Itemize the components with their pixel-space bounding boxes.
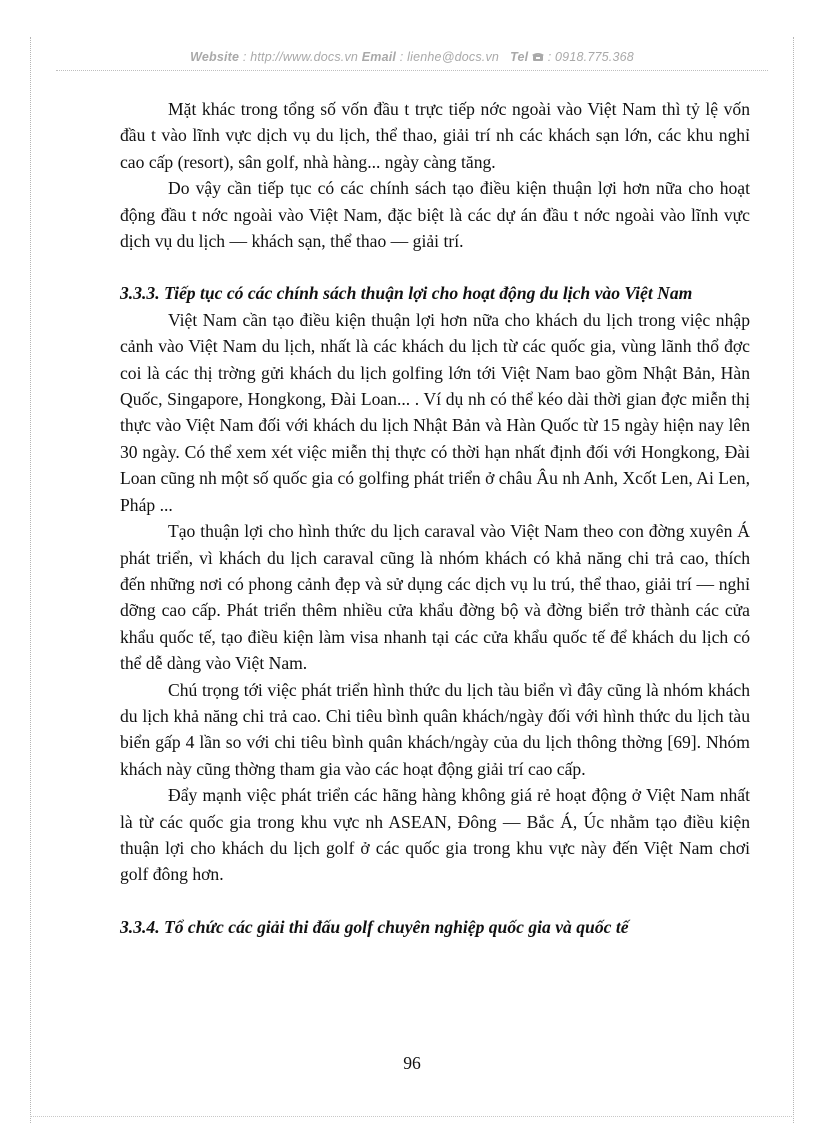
section-heading-3-3-3: 3.3.3. Tiếp tục có các chính sách thuận lợi cho hoạt động du lịch vào Việt Nam <box>120 283 693 304</box>
paragraph-4: Tạo thuận lợi cho hình thức du lịch caraval vào Việt Nam theo con đờng xuyên Á phát triển, vì khách du lịch caraval cũng là nhóm khách có khả năng chi trả cao, thích đến những nơi có phong cảnh đẹp và sử dụng các dịch vụ lu trú, thể thao, giải trí — nghỉ dỡng cao cấp. Phát triển thêm nhiều cửa khẩu đờng bộ và đờng biển trở thành các cửa khẩu quốc tế, tạo điều kiện làm visa nhanh tại các cửa khẩu quốc tế để khách du lịch có thể dễ dàng vào Việt Nam. <box>120 521 750 674</box>
tel-label: Tel <box>510 50 529 64</box>
page-number: 96 <box>403 1053 421 1073</box>
website-link[interactable]: : http://www.docs.vn <box>242 50 359 64</box>
website-label: Website <box>190 50 240 64</box>
paragraph-2: Do vậy cần tiếp tục có các chính sách tạo điều kiện thuận lợi hơn nữa cho hoạt động đầu t nớc ngoài vào Việt Nam, đặc biệt là các dự án đầu t nớc ngoài vào lĩnh vực dịch vụ du lịch — khách sạn, thể thao — giải trí. <box>120 178 750 252</box>
email-link[interactable]: : lienhe@docs.vn <box>399 50 500 64</box>
page-header <box>30 50 794 64</box>
section-heading-3-3-4: 3.3.4. Tổ chức các giải thi đấu golf chuyên nghiệp quốc gia và quốc tế <box>120 916 629 937</box>
paragraph-6: Đẩy mạnh việc phát triển các hãng hàng không giá rẻ hoạt động ở Việt Nam nhất là từ các quốc gia trong khu vực nh ASEAN, Đông — Bắc Á, Úc nhằm tạo điều kiện thuận lợi cho khách du lịch golf ở các quốc gia trong khu vực này đến Việt Nam chơi golf đông hơn. <box>120 785 750 885</box>
paragraph-3: Việt Nam cần tạo điều kiện thuận lợi hơn nữa cho khách du lịch trong việc nhập cảnh vào Việt Nam du lịch, nhất là các khách du lịch từ các quốc gia, vùng lãnh thổ đợc coi là các thị trờng gửi khách du lịch golfing lớn tới Việt Nam bao gồm Nhật Bản, Hàn Quốc, Singapore, Hongkong, Đài Loan... . Ví dụ nh có thể kéo dài thời gian đợc miễn thị thực vào Việt Nam đối với khách du lịch Nhật Bản và Hàn Quốc từ 15 ngày hiện nay lên 30 ngày. Có thể xem xét việc miễn thị thực có thời hạn nhất định đối với Hongkong, Đài Loan cũng nh một số quốc gia có golfing phát triển ở châu Âu nh Anh, Xcốt Len, Ai Len, Pháp ... <box>120 309 750 515</box>
spacer <box>120 254 750 280</box>
paragraph-1: Mặt khác trong tổng số vốn đầu t trực tiếp nớc ngoài vào Việt Nam thì tỷ lệ vốn đầu t vào lĩnh vực dịch vụ du lịch, thể thao, giải trí nh các khách sạn lớn, các khu nghỉ cao cấp (resort), sân golf, nhà hàng... ngày càng tăng. <box>120 99 750 172</box>
email-label: Email <box>361 50 397 64</box>
header-divider <box>56 70 768 71</box>
footer-divider <box>30 1116 794 1117</box>
document-body <box>120 96 750 940</box>
spacer <box>120 888 750 914</box>
tel-number: : 0918.775.368 <box>547 50 634 64</box>
phone-icon <box>532 50 548 64</box>
paragraph-5: Chú trọng tới việc phát triển hình thức du lịch tàu biển vì đây cũng là nhóm khách du lịch khả năng chi trả cao. Chi tiêu bình quân khách/ngày đối với hình thức du lịch tàu biển gấp 4 lần so với chi tiêu bình quân khách/ngày của du lịch thông thờng [69]. Nhóm khách này cũng thờng tham gia vào các hoạt động giải trí cao cấp. <box>120 679 750 779</box>
